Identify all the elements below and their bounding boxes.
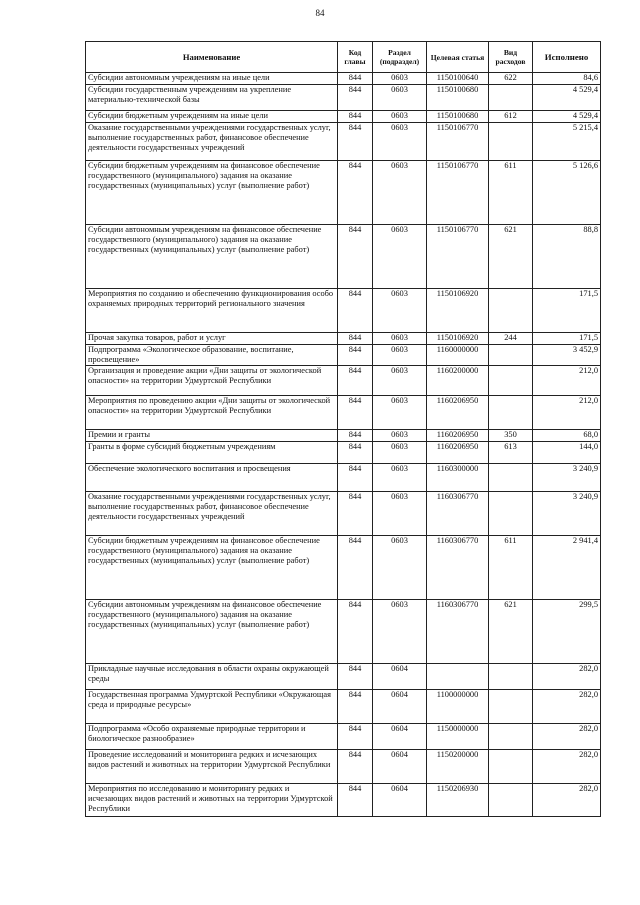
cell-target: 1150106920	[427, 289, 489, 333]
cell-target: 1160306770	[427, 536, 489, 600]
cell-expense-type	[489, 289, 533, 333]
cell-executed: 282,0	[533, 664, 601, 690]
cell-section: 0603	[373, 85, 427, 111]
cell-executed: 88,8	[533, 225, 601, 289]
table-row	[86, 73, 601, 85]
cell-target: 1150106770	[427, 161, 489, 225]
cell-name: Оказание государственными учреждениями государственных услуг, выполнение государственных работ, финансовое обеспечение деятельности государственных учреждений	[86, 492, 338, 536]
cell-section: 0603	[373, 536, 427, 600]
cell-section: 0603	[373, 123, 427, 161]
cell-executed: 212,0	[533, 396, 601, 430]
table-row	[86, 784, 601, 817]
cell-name: Субсидии бюджетным учреждениям на финансовое обеспечение государственного (муниципального) задания на оказание государственных (муниципальных) услуг (выполнение работ)	[86, 161, 338, 225]
cell-expense-type: 621	[489, 225, 533, 289]
header-target: Целевая статья	[427, 42, 489, 73]
cell-name: Мероприятия по исследованию и мониторингу редких и исчезающих видов растений и животных на территории Удмуртской Республики	[86, 784, 338, 817]
table-row	[86, 85, 601, 111]
cell-executed: 282,0	[533, 750, 601, 784]
table-row	[86, 123, 601, 161]
cell-section: 0603	[373, 430, 427, 442]
cell-code: 844	[338, 73, 373, 85]
cell-section: 0604	[373, 750, 427, 784]
page-number: 84	[315, 8, 325, 18]
cell-target: 1160206950	[427, 430, 489, 442]
cell-name: Оказание государственными учреждениями государственных услуг, выполнение государственных работ, финансовое обеспечение деятельности государственных учреждений	[86, 123, 338, 161]
header-name: Наименование	[86, 42, 338, 73]
cell-expense-type	[489, 784, 533, 817]
cell-executed: 68,0	[533, 430, 601, 442]
cell-section: 0603	[373, 73, 427, 85]
cell-expense-type	[489, 396, 533, 430]
cell-expense-type	[489, 464, 533, 492]
cell-executed: 282,0	[533, 690, 601, 724]
cell-executed: 5 215,4	[533, 123, 601, 161]
cell-code: 844	[338, 724, 373, 750]
table-row	[86, 464, 601, 492]
cell-name: Субсидии бюджетным учреждениям на иные цели	[86, 111, 338, 123]
cell-code: 844	[338, 442, 373, 464]
cell-expense-type: 244	[489, 333, 533, 345]
cell-code: 844	[338, 85, 373, 111]
cell-executed: 171,5	[533, 333, 601, 345]
cell-name: Субсидии автономным учреждениям на иные цели	[86, 73, 338, 85]
table-row	[86, 345, 601, 366]
cell-expense-type	[489, 85, 533, 111]
table-row	[86, 690, 601, 724]
table-row	[86, 366, 601, 396]
cell-expense-type: 621	[489, 600, 533, 664]
cell-target: 1160306770	[427, 600, 489, 664]
cell-section: 0603	[373, 442, 427, 464]
cell-target: 1150200000	[427, 750, 489, 784]
header-expense-type: Вид расходов	[489, 42, 533, 73]
table-row	[86, 289, 601, 333]
table-row	[86, 536, 601, 600]
cell-target: 1150106770	[427, 123, 489, 161]
cell-expense-type: 612	[489, 111, 533, 123]
cell-section: 0603	[373, 333, 427, 345]
cell-section: 0603	[373, 600, 427, 664]
cell-section: 0604	[373, 664, 427, 690]
cell-expense-type	[489, 724, 533, 750]
cell-name: Прикладные научные исследования в области охраны окружающей среды	[86, 664, 338, 690]
cell-section: 0604	[373, 724, 427, 750]
cell-name: Субсидии государственным учреждениям на укрепление материально-технической базы	[86, 85, 338, 111]
cell-code: 844	[338, 750, 373, 784]
cell-target: 1160000000	[427, 345, 489, 366]
cell-target: 1150106770	[427, 225, 489, 289]
cell-executed: 84,6	[533, 73, 601, 85]
cell-code: 844	[338, 664, 373, 690]
cell-code: 844	[338, 289, 373, 333]
cell-code: 844	[338, 536, 373, 600]
cell-name: Мероприятия по созданию и обеспечению функционирования особо охраняемых природных территорий регионального значения	[86, 289, 338, 333]
cell-code: 844	[338, 345, 373, 366]
cell-code: 844	[338, 333, 373, 345]
cell-code: 844	[338, 225, 373, 289]
cell-expense-type	[489, 492, 533, 536]
cell-executed: 4 529,4	[533, 85, 601, 111]
table-row	[86, 600, 601, 664]
cell-name: Проведение исследований и мониторинга редких и исчезающих видов растений и животных на территории Удмуртской Республики	[86, 750, 338, 784]
cell-executed: 3 240,9	[533, 492, 601, 536]
cell-expense-type	[489, 664, 533, 690]
cell-name: Субсидии автономным учреждениям на финансовое обеспечение государственного (муниципального) задания на оказание государственных (муниципальных) услуг (выполнение работ)	[86, 225, 338, 289]
cell-executed: 282,0	[533, 724, 601, 750]
cell-target: 1150100680	[427, 111, 489, 123]
cell-code: 844	[338, 430, 373, 442]
table-row	[86, 225, 601, 289]
cell-name: Мероприятия по проведению акции «Дни защиты от экологической опасности» на территории Удмуртской Республики	[86, 396, 338, 430]
cell-section: 0604	[373, 784, 427, 817]
cell-expense-type	[489, 750, 533, 784]
cell-expense-type	[489, 123, 533, 161]
table-body	[86, 73, 601, 817]
cell-target: 1160306770	[427, 492, 489, 536]
cell-section: 0603	[373, 289, 427, 333]
table-row	[86, 111, 601, 123]
cell-target: 1160206950	[427, 396, 489, 430]
cell-executed: 5 126,6	[533, 161, 601, 225]
cell-target: 1150100680	[427, 85, 489, 111]
cell-code: 844	[338, 784, 373, 817]
cell-section: 0603	[373, 396, 427, 430]
cell-expense-type: 613	[489, 442, 533, 464]
cell-name: Подпрограмма «Экологическое образование, воспитание, просвещение»	[86, 345, 338, 366]
cell-expense-type	[489, 690, 533, 724]
cell-code: 844	[338, 123, 373, 161]
table-row	[86, 161, 601, 225]
cell-target: 1150206930	[427, 784, 489, 817]
cell-executed: 282,0	[533, 784, 601, 817]
cell-target: 1160200000	[427, 366, 489, 396]
cell-code: 844	[338, 396, 373, 430]
cell-expense-type	[489, 366, 533, 396]
cell-code: 844	[338, 111, 373, 123]
cell-code: 844	[338, 161, 373, 225]
cell-code: 844	[338, 690, 373, 724]
table-row	[86, 442, 601, 464]
cell-executed: 144,0	[533, 442, 601, 464]
cell-code: 844	[338, 464, 373, 492]
cell-section: 0603	[373, 366, 427, 396]
cell-executed: 2 941,4	[533, 536, 601, 600]
header-section: Раздел (подраздел)	[373, 42, 427, 73]
cell-target: 1100000000	[427, 690, 489, 724]
table-row	[86, 664, 601, 690]
cell-section: 0603	[373, 225, 427, 289]
cell-name: Гранты в форме субсидий бюджетным учреждениям	[86, 442, 338, 464]
cell-section: 0603	[373, 161, 427, 225]
cell-expense-type: 611	[489, 161, 533, 225]
cell-target: 1150106920	[427, 333, 489, 345]
cell-name: Обеспечение экологического воспитания и просвещения	[86, 464, 338, 492]
cell-code: 844	[338, 366, 373, 396]
cell-executed: 212,0	[533, 366, 601, 396]
table-row	[86, 333, 601, 345]
cell-name: Организация и проведение акции «Дни защиты от экологической опасности» на территории Удмуртской Республики	[86, 366, 338, 396]
cell-executed: 4 529,4	[533, 111, 601, 123]
cell-name: Государственная программа Удмуртской Республики «Окружающая среда и природные ресурсы»	[86, 690, 338, 724]
cell-target: 1160206950	[427, 442, 489, 464]
cell-executed: 3 240,9	[533, 464, 601, 492]
cell-name: Подпрограмма «Особо охраняемые природные территории и биологическое разнообразие»	[86, 724, 338, 750]
table-row	[86, 724, 601, 750]
cell-section: 0603	[373, 345, 427, 366]
cell-expense-type: 611	[489, 536, 533, 600]
cell-code: 844	[338, 492, 373, 536]
header-code: Код главы	[338, 42, 373, 73]
cell-executed: 3 452,9	[533, 345, 601, 366]
table-row	[86, 430, 601, 442]
cell-name: Субсидии автономным учреждениям на финансовое обеспечение государственного (муниципального) задания на оказание государственных (муниципальных) услуг (выполнение работ)	[86, 600, 338, 664]
header-executed: Исполнено	[533, 42, 601, 73]
table-header-row	[86, 42, 601, 73]
cell-expense-type: 622	[489, 73, 533, 85]
cell-target: 1150100640	[427, 73, 489, 85]
cell-executed: 171,5	[533, 289, 601, 333]
table-row	[86, 492, 601, 536]
cell-name: Премии и гранты	[86, 430, 338, 442]
cell-section: 0603	[373, 464, 427, 492]
cell-target: 1160300000	[427, 464, 489, 492]
cell-executed: 299,5	[533, 600, 601, 664]
cell-expense-type: 350	[489, 430, 533, 442]
cell-target	[427, 664, 489, 690]
cell-section: 0604	[373, 690, 427, 724]
table-row	[86, 750, 601, 784]
cell-code: 844	[338, 600, 373, 664]
cell-section: 0603	[373, 492, 427, 536]
table-row	[86, 396, 601, 430]
cell-target: 1150000000	[427, 724, 489, 750]
cell-name: Прочая закупка товаров, работ и услуг	[86, 333, 338, 345]
cell-section: 0603	[373, 111, 427, 123]
cell-expense-type	[489, 345, 533, 366]
cell-name: Субсидии бюджетным учреждениям на финансовое обеспечение государственного (муниципального) задания на оказание государственных (муниципальных) услуг (выполнение работ)	[86, 536, 338, 600]
budget-table	[85, 41, 601, 817]
